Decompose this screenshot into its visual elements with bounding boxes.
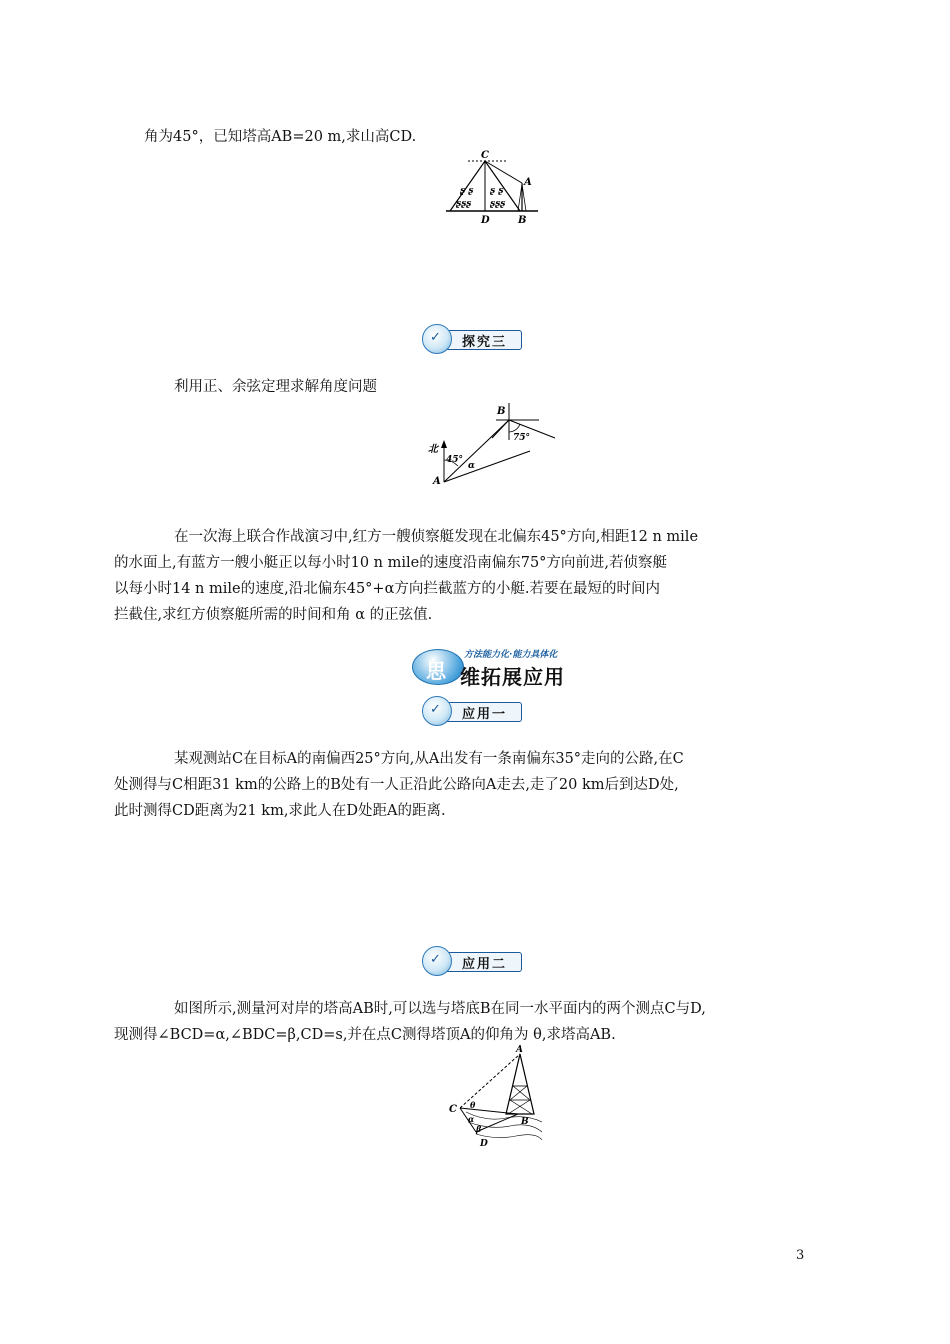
svg-text:ʂʂʂ: ʂʂʂ — [456, 199, 472, 209]
problem-line: 在一次海上联合作战演习中,红方一艘侦察艇发现在北偏东45°方向,相距12 n mile — [174, 529, 699, 545]
label-d-tower: D — [480, 1139, 488, 1149]
label-north: 北 — [428, 444, 438, 455]
chevron-down-icon: ✓ — [430, 330, 441, 345]
problem-continuation-text: 角为45°，已知塔高AB=20 m,求山高CD. — [144, 129, 417, 145]
label-a-nav: A — [433, 476, 441, 487]
mountain-tower-figure — [440, 148, 550, 228]
section3-problem — [114, 524, 808, 628]
problem-line: 如图所示,测量河对岸的塔高AB时,可以选与塔底B在同一水平面内的两个测点C与D, — [174, 1001, 706, 1017]
banner-title: 维拓展应用 — [460, 665, 565, 689]
problem-line: 拦截住,求红方侦察艇所需的时间和角 α 的正弦值. — [114, 607, 433, 623]
section-badge-app-2 — [422, 946, 522, 976]
label-alpha: α — [468, 461, 475, 471]
section-heading — [144, 374, 808, 400]
section-heading-text: 利用正、余弦定理求解角度问题 — [174, 379, 377, 395]
problem-line: 某观测站C在目标A的南偏西25°方向,从A出发有一条南偏东35°走向的公路,在C — [174, 751, 684, 767]
chevron-down-icon: ✓ — [430, 952, 441, 967]
section-badge-label: 应用二 — [462, 957, 508, 972]
navigation-figure — [422, 398, 562, 498]
svg-text:ʂʂʂ: ʂʂʂ — [490, 199, 506, 209]
problem-line: 此时测得CD距离为21 km,求此人在D处距A的距离. — [114, 803, 446, 819]
label-d: D — [481, 215, 490, 226]
chevron-down-icon: ✓ — [430, 702, 441, 717]
banner-si: 思 — [426, 659, 446, 683]
label-b-nav: B — [497, 406, 506, 417]
section-badge-label: 探究三 — [462, 335, 508, 350]
label-b-tower: B — [521, 1117, 529, 1127]
banner-subtitle: 方法能力化·能力具体化 — [464, 650, 558, 660]
app2-problem — [114, 996, 808, 1048]
problem-line: 的水面上,有蓝方一艘小艇正以每小时10 n mile的速度沿南偏东75°方向前进,若侦察艇 — [114, 555, 668, 571]
label-theta: θ — [470, 1100, 476, 1110]
problem-line: 处测得与C相距31 km的公路上的B处有一人正沿此公路向A走去,走了20 km后到达D处, — [114, 777, 679, 793]
label-b: B — [518, 215, 527, 226]
problem-line: 以每小时14 n mile的速度,沿北偏东45°+α方向拦截蓝方的小艇.若要在最短的时间内 — [114, 581, 660, 597]
label-c-tower: C — [449, 1104, 457, 1115]
label-a: A — [524, 177, 532, 188]
page-number: 3 — [796, 1248, 805, 1263]
svg-text:ʂ ʂ: ʂ ʂ — [490, 186, 504, 196]
section-badge-app-1 — [422, 696, 522, 726]
label-75: 75° — [513, 433, 531, 443]
label-c: C — [481, 150, 489, 161]
problem-line: 现测得∠BCD=α,∠BDC=β,CD=s,并在点C测得塔顶A的仰角为 θ,求塔高AB. — [114, 1027, 616, 1043]
tower-river-figure — [446, 1042, 546, 1152]
chapter-banner — [412, 645, 592, 690]
label-45: 45° — [446, 455, 464, 465]
section-badge-label: 应用一 — [462, 707, 508, 722]
label-alpha-tower: α — [468, 1114, 475, 1124]
section-badge-explore-3 — [422, 324, 522, 354]
label-a-tower: A — [516, 1045, 523, 1055]
svg-text:ʂ ʂ: ʂ ʂ — [460, 186, 474, 196]
label-beta: β — [476, 1124, 482, 1134]
problem-continuation — [144, 124, 808, 150]
app1-problem — [114, 746, 808, 824]
